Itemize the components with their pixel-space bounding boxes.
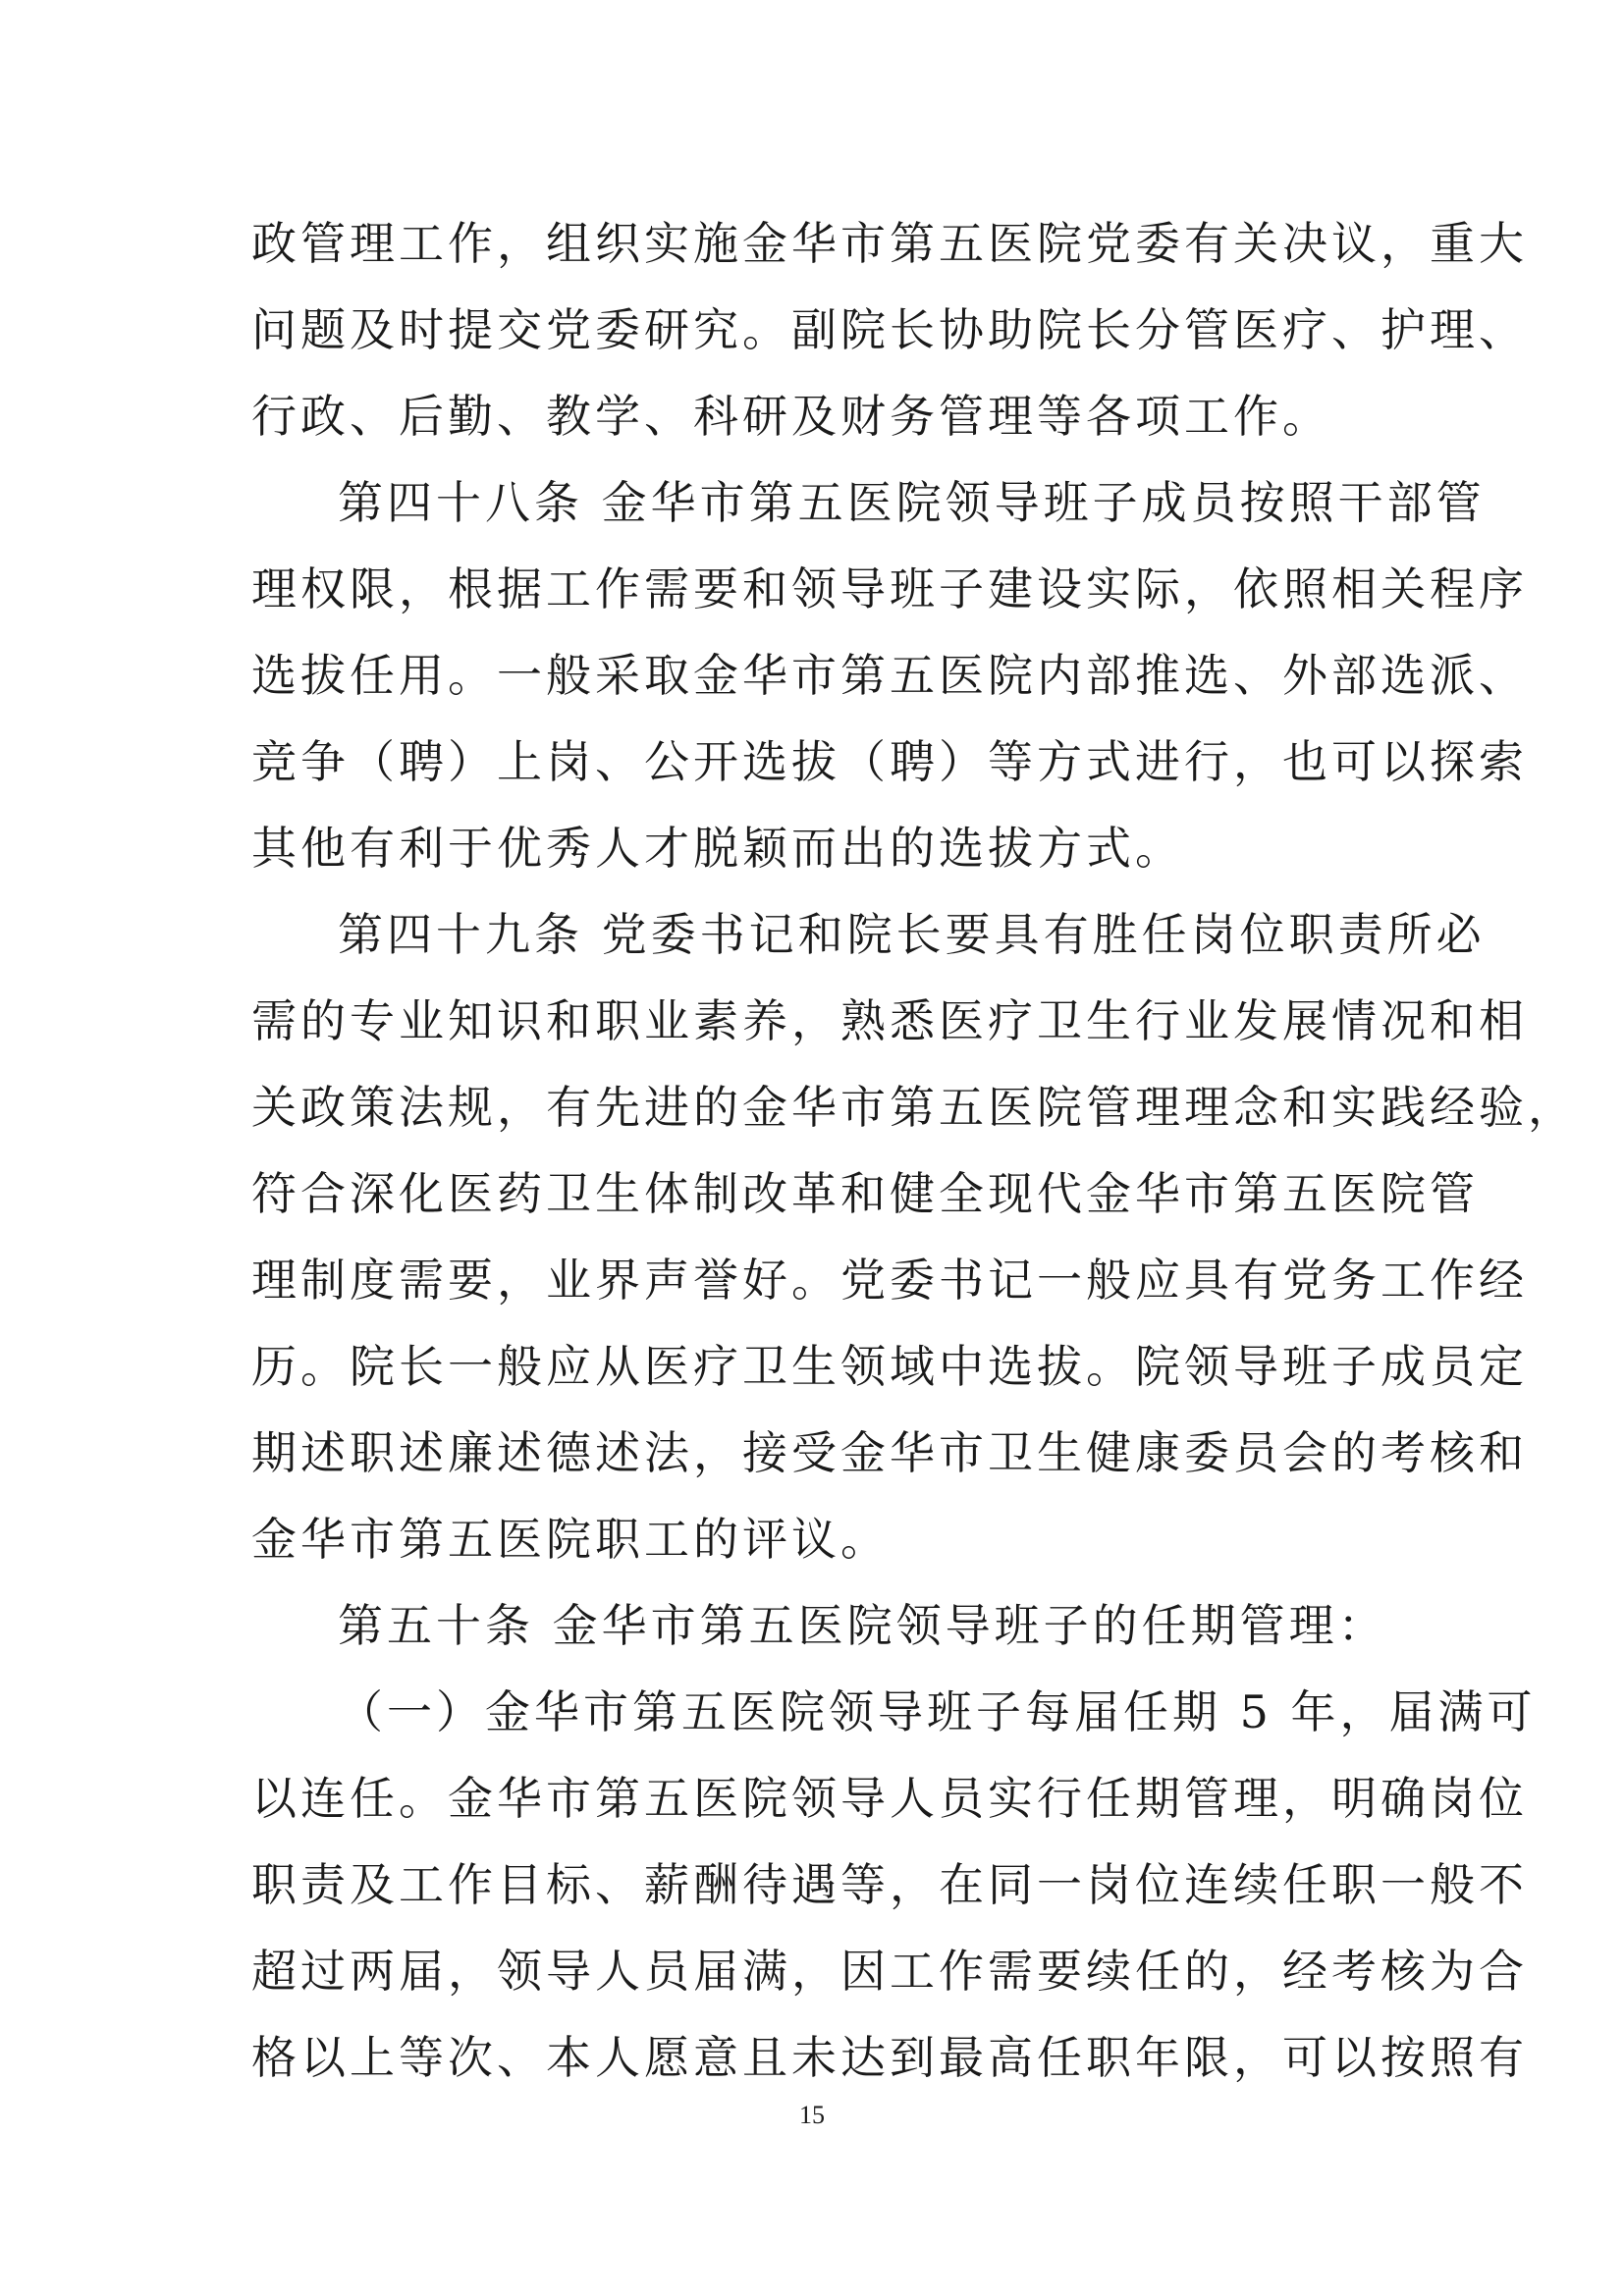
page-number: 15: [799, 2101, 825, 2129]
text-line: 以连任。金华市第五医院领导人员实行任期管理，明确岗位: [251, 1772, 1528, 1825]
text-line: 竞争（聘）上岗、公开选拔（聘）等方式进行，也可以探索: [251, 735, 1528, 788]
article-50-start: 第五十条 金华市第五医院领导班子的任期管理：: [338, 1599, 1387, 1652]
text-line: 问题及时提交党委研究。副院长协助院长分管医疗、护理、: [251, 303, 1528, 356]
text-line: 理权限，根据工作需要和领导班子建设实际，依照相关程序: [251, 562, 1528, 615]
text-line: 需的专业知识和职业素养，熟悉医疗卫生行业发展情况和相: [251, 994, 1528, 1047]
clause-1-start: （一）金华市第五医院领导班子每届任期 5 年，届满可: [338, 1685, 1537, 1738]
text-line: 选拔任用。一般采取金华市第五医院内部推选、外部选派、: [251, 649, 1528, 702]
text-line: 金华市第五医院职工的评议。: [251, 1513, 890, 1566]
text-line: 行政、后勤、教学、科研及财务管理等各项工作。: [251, 390, 1331, 443]
text-line: 历。院长一般应从医疗卫生领域中选拔。院领导班子成员定: [251, 1340, 1528, 1393]
text-line: 符合深化医药卫生体制改革和健全现代金华市第五医院管: [251, 1167, 1479, 1220]
text-line: 期述职述廉述德述法，接受金华市卫生健康委员会的考核和: [251, 1426, 1528, 1479]
text-line: 关政策法规，有先进的金华市第五医院管理理念和实践经验，: [251, 1081, 1577, 1134]
text-line: 理制度需要，业界声誉好。党委书记一般应具有党务工作经: [251, 1254, 1528, 1307]
text-line: 政管理工作，组织实施金华市第五医院党委有关决议，重大: [251, 217, 1528, 270]
text-line: 其他有利于优秀人才脱颖而出的选拔方式。: [251, 822, 1184, 875]
article-48-start: 第四十八条 金华市第五医院领导班子成员按照干部管: [338, 476, 1486, 529]
text-line: 职责及工作目标、薪酬待遇等，在同一岗位连续任职一般不: [251, 1858, 1528, 1911]
text-line: 格以上等次、本人愿意且未达到最高任职年限，可以按照有: [251, 2031, 1528, 2084]
article-49-start: 第四十九条 党委书记和院长要具有胜任岗位职责所必: [338, 908, 1486, 961]
text-line: 超过两届，领导人员届满，因工作需要续任的，经考核为合: [251, 1945, 1528, 1998]
